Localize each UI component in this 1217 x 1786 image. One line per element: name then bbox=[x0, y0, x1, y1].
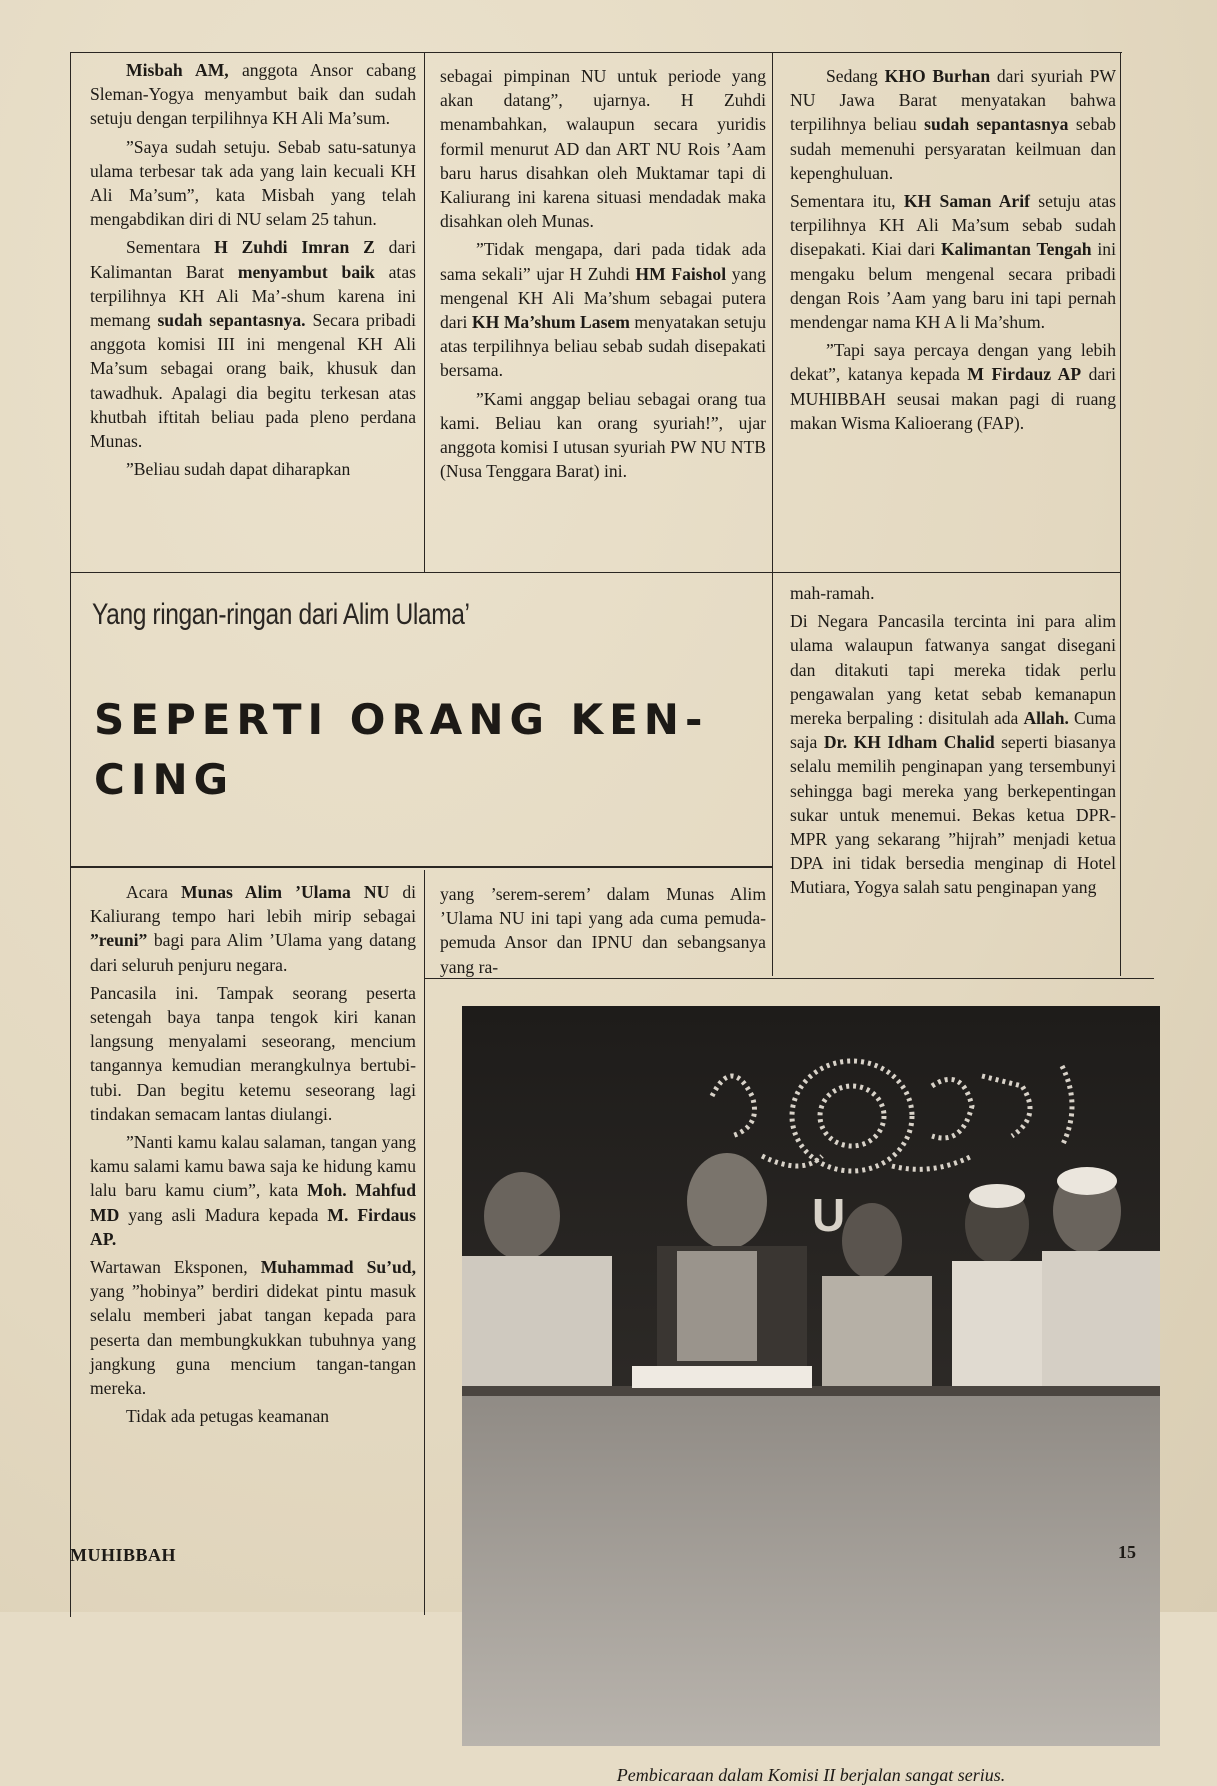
bold-run: menyambut baik bbox=[237, 261, 375, 282]
text-run: ”Tapi saya percaya dengan yang lebih dekat”, katanya kepada bbox=[790, 340, 1116, 385]
text-run: Sementara bbox=[126, 237, 215, 258]
text-run: yang asli Madura kepada bbox=[119, 1204, 328, 1225]
paragraph bbox=[440, 64, 766, 233]
text-run: ”Tidak mengapa, dari pada tidak ada sama sekali” ujar H Zuhdi bbox=[440, 239, 766, 284]
banner-letter: U bbox=[812, 1189, 846, 1241]
rule-col3-top-end bbox=[772, 572, 1120, 573]
bold-run: KH Saman Arif bbox=[903, 191, 1030, 212]
text-run: setuju atas terpilihnya KH Ali Ma’sum sebab sudah disepakati. Kiai dari bbox=[790, 191, 1116, 260]
rule-under-top-text bbox=[70, 572, 772, 573]
paragraph bbox=[90, 457, 416, 481]
magazine-name: MUHIBBAH bbox=[70, 1545, 177, 1565]
bold-run: H Zuhdi Imran Z bbox=[214, 237, 375, 258]
paragraph bbox=[790, 609, 1116, 899]
column-3-middle bbox=[790, 581, 1116, 900]
bold-run: ”reuni” bbox=[90, 930, 148, 951]
paragraph bbox=[90, 135, 416, 232]
text-run: anggota Ansor cabang Sleman-Yogya menyambut baik dan sudah setuju dengan terpilihnya KH Ali Ma’sum. bbox=[90, 60, 416, 129]
text-run: yang mengenal KH Ali Ma’shum sebagai putera dari bbox=[440, 263, 766, 333]
paragraph bbox=[90, 1255, 416, 1400]
paragraph bbox=[790, 338, 1116, 435]
bold-run: Dr. KH Idham Chalid bbox=[823, 732, 995, 753]
text-run: yang ”hobinya” berdiri didekat pintu masuk selalu memberi jabat tangan kepada para peserta dan membungkukkan tubuhnya yang jangkung guna mencium tangan-tangan mereka. bbox=[90, 1281, 416, 1399]
text-run: Acara bbox=[126, 882, 182, 902]
text-run: Wartawan Eksponen, bbox=[90, 1257, 261, 1278]
column-1-bottom bbox=[90, 880, 416, 1428]
bold-run: HM Faishol bbox=[635, 263, 727, 284]
paragraph bbox=[90, 235, 416, 453]
article-kicker: Yang ringan-ringan dari Alim Ulama’ bbox=[92, 598, 470, 631]
text-run: sebagai pimpinan NU untuk periode yang akan datang”, ujarnya. H Zuhdi menambahkan, walaupun secara yuridis formil menurut AD dan ART NU Rois ’Aam baru harus disahkan oleh Muktamar tapi di Kaliurang ini karena situasi mendadak maka disahkan oleh Munas. bbox=[440, 66, 766, 232]
divider-col2-col3 bbox=[772, 52, 773, 976]
paragraph bbox=[440, 882, 766, 979]
frame-left bbox=[70, 52, 71, 1617]
text-run: Sementara itu, bbox=[790, 191, 904, 212]
conference-table bbox=[462, 1386, 1160, 1746]
text-run: ”Nanti kamu kalau salaman, tangan yang kamu salami kamu bawa saja ke hidung kamu lalu baru kamu cium”, kata bbox=[90, 1132, 416, 1201]
bold-run: KH Ma’shum Lasem bbox=[471, 312, 630, 333]
article-headline bbox=[94, 690, 754, 810]
text-run: Cuma saja bbox=[790, 708, 1116, 753]
page-number: 15 bbox=[1118, 1542, 1136, 1562]
paragraph bbox=[790, 189, 1116, 334]
frame-top bbox=[70, 52, 1122, 53]
bold-run: sudah sepantasnya bbox=[924, 114, 1069, 135]
text-run: sebab sudah memenuhi persyaratan keilmuan dan kepenghuluan. bbox=[790, 114, 1116, 183]
photo-caption: Pembicaraan dalam Komisi II berjalan sangat serius. bbox=[616, 1765, 1006, 1785]
text-run: Secara pribadi anggota komisi III ini mengenal KH Ali Ma’sum sebagai orang baik, khusuk dan tawadhuk. Apalagi dia begitu terkesan atas khutbah iftitah beliau pada pleno perdana Munas. bbox=[90, 310, 417, 452]
text-run: yang ’serem-serem’ dalam Munas Alim ’Ulama NU ini tapi yang ada cuma pemuda-pemuda Ansor dan IPNU dan sebangsanya yang ra- bbox=[440, 884, 766, 977]
text-run: atas terpilihnya KH Ali Ma’-shum karena ini memang bbox=[90, 261, 416, 331]
paragraph bbox=[790, 64, 1116, 185]
text-run: Di Negara Pancasila tercinta ini para alim ulama walaupun fatwanya sangat disegani dan ditakuti tapi mereka tidak perlu pengawalan yang ketat sebab kemanapun mereka berpaling : disitulah ada bbox=[790, 611, 1116, 729]
text-run: ”Beliau sudah dapat diharapkan bbox=[126, 459, 351, 480]
text-run: bagi para Alim ’Ulama yang datang dari seluruh penjuru negara. bbox=[90, 930, 416, 975]
paragraph bbox=[790, 581, 1116, 605]
bold-run: M Firdauz AP bbox=[967, 364, 1082, 385]
headline-line-2: CING bbox=[94, 755, 235, 804]
text-run: Tidak ada petugas keamanan bbox=[126, 1406, 330, 1427]
bold-run: Allah. bbox=[1023, 708, 1069, 729]
divider-col1-col2-bottom bbox=[424, 870, 425, 1615]
paragraph bbox=[440, 387, 766, 484]
paragraph bbox=[90, 981, 416, 1126]
bold-run: Moh. Mahfud MD bbox=[90, 1180, 416, 1225]
text-run: Pancasila ini. Tampak seorang peserta setengah baya tanpa tengok kiri kanan langsung menyalami seseorang, mencium tangannya kemudian merangkulnya bertubi-tubi. Dan begitu ketemu seseorang lagi tindakan semacam lantas diulangi. bbox=[90, 982, 416, 1124]
headline-line-1: SEPERTI ORANG KEN- bbox=[94, 695, 709, 744]
text-run: menyatakan setuju atas terpilihnya beliau sebab sudah disepakati bersama. bbox=[440, 312, 766, 381]
text-run: seperti biasanya selalu memilih penginapan yang tersembunyi sehingga bagi mereka yang berkepentingan sukar untuk menemui. Bekas ketua DPR-MPR yang sekarang ”hijrah” menjadi ketua DPA ini tidak bersedia menginap di Hotel Mutiara, Yogya salah satu penginapan yang bbox=[790, 732, 1116, 898]
column-3-top bbox=[790, 64, 1116, 435]
bold-run: KHO Burhan bbox=[884, 66, 991, 86]
paragraph bbox=[90, 58, 416, 131]
text-run: ”Saya sudah setuju. Sebab satu-satunya ulama terbesar tak ada yang lain kecuali KH Ali Ma’sum”, kata Misbah yang telah mengabdikan diri di NU selam 25 tahun. bbox=[90, 136, 416, 230]
text-run: ini mengaku belum mengenal secara pribadi dengan Rois ’Aam yang baru ini tapi pernah mendengar nama KH A li Ma’shum. bbox=[790, 239, 1116, 333]
conference-photo bbox=[462, 1006, 1160, 1746]
bold-run: Munas Alim ’Ulama NU bbox=[181, 882, 390, 902]
paragraph bbox=[90, 1404, 416, 1428]
photo-conference-icon bbox=[462, 1006, 1160, 1746]
text-run: mah-ramah. bbox=[790, 583, 875, 603]
text-run: ”Kami anggap beliau sebagai orang tua kami. Beliau kan orang syuriah!”, ujar anggota komisi I utusan syuriah PW NU NTB (Nusa Tenggara Barat) ini. bbox=[440, 388, 766, 482]
text-run: dari syuriah PW NU Jawa Barat menyatakan bahwa terpilihnya beliau bbox=[790, 66, 1116, 135]
column-1-top bbox=[90, 58, 416, 481]
paragraph bbox=[440, 237, 766, 382]
bold-run: Misbah AM, bbox=[126, 60, 229, 80]
column-2-bottom bbox=[440, 882, 766, 979]
text-run: dari Kalimantan Barat bbox=[90, 237, 416, 282]
bold-run: Kalimantan Tengah bbox=[940, 239, 1092, 260]
column-2-top bbox=[440, 64, 766, 483]
text-run: di Kaliurang tempo hari lebih mirip sebagai bbox=[90, 882, 417, 927]
paragraph bbox=[90, 1130, 416, 1251]
divider-col1-col2-top bbox=[424, 52, 425, 572]
bold-run: Muhammad Su’ud, bbox=[260, 1257, 416, 1278]
rule-under-headline bbox=[70, 866, 772, 868]
frame-right-top bbox=[1120, 52, 1121, 976]
text-run: dari MUHIBBAH seusai makan pagi di ruang makan Wisma Kalioerang (FAP). bbox=[790, 364, 1116, 433]
paragraph bbox=[90, 880, 416, 977]
bold-run: M. Firdaus AP. bbox=[90, 1204, 416, 1249]
text-run: Sedang bbox=[826, 66, 885, 86]
bold-run: sudah sepantasnya. bbox=[157, 310, 306, 331]
